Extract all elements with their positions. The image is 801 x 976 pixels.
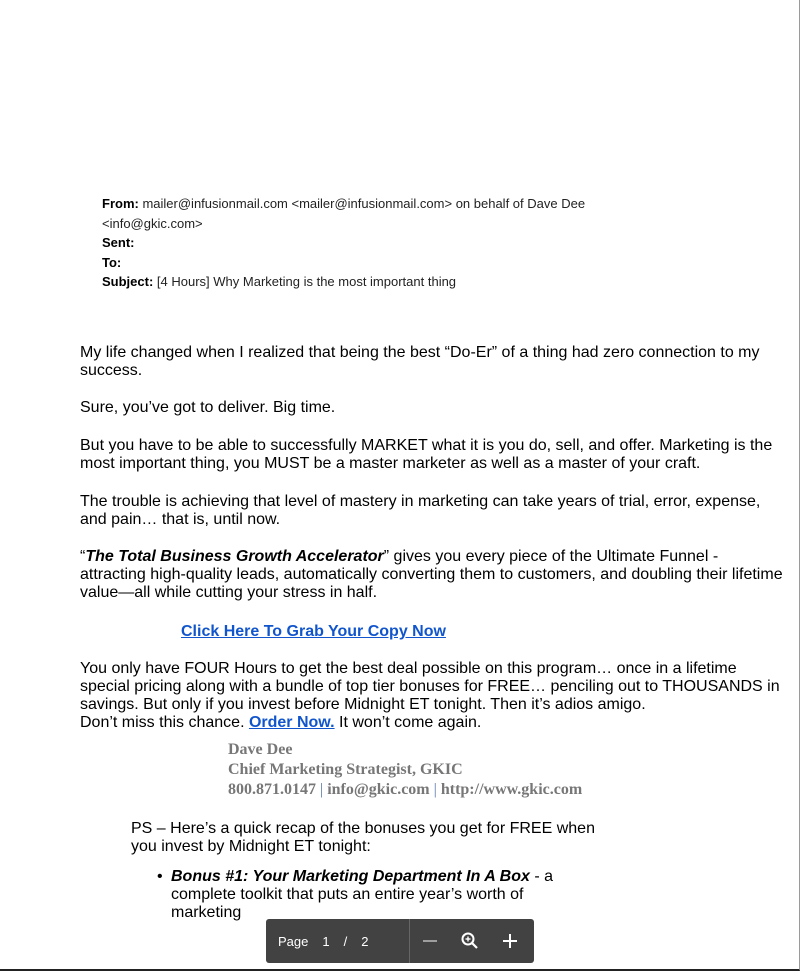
signature-title: Chief Marketing Strategist, GKIC — [228, 761, 463, 778]
cta-link[interactable]: Click Here To Grab Your Copy Now — [181, 623, 446, 640]
paragraph-7-end: It won’t come again. — [334, 714, 482, 731]
paragraph-6 — [80, 660, 785, 732]
bonus-list-item — [157, 868, 597, 922]
zoom-fit-button[interactable] — [450, 919, 490, 963]
signature-name: Dave Dee — [228, 741, 293, 758]
page-indicator — [266, 919, 410, 963]
from-value: mailer@infusionmail.com <mailer@infusionmail.com> on behalf of Dave Dee <info@gkic.com> — [102, 196, 586, 231]
zoom-in-button[interactable] — [490, 919, 530, 963]
signature — [228, 740, 582, 800]
page-slash: / — [343, 933, 348, 949]
sent-label: Sent: — [102, 235, 135, 250]
pdf-toolbar — [266, 919, 534, 963]
order-now-link[interactable]: Order Now. — [248, 714, 335, 731]
bonus-title: Bonus #1: Your Marketing Department In A Box — [171, 868, 530, 885]
subject-label: Subject: — [102, 274, 154, 289]
total-pages: 2 — [361, 933, 369, 949]
zoom-out-button[interactable] — [410, 919, 450, 963]
quote-open: “ — [80, 548, 86, 565]
paragraph-5 — [80, 548, 785, 602]
subject-value: [4 Hours] Why Marketing is the most important thing — [156, 274, 457, 289]
from-label: From: — [102, 196, 139, 211]
paragraph-5-text: ” gives you every piece of the Ultimate Funnel - attracting high-quality leads, automatically converting them to customers, and doubling their lifetime value—all while cutting your stress in half. — [80, 548, 783, 601]
paragraph-7-text: Don’t miss this chance. — [80, 714, 249, 731]
signature-phone: 800.871.0147 — [228, 781, 316, 798]
signature-website: http://www.gkic.com — [440, 781, 583, 798]
separator: | — [433, 781, 437, 798]
product-title: The Total Business Growth Accelerator — [85, 548, 384, 565]
bullet-marker: • — [157, 868, 163, 885]
separator: | — [320, 781, 324, 798]
ps-paragraph: PS – Here’s a quick recap of the bonuses you get for FREE when you invest by Midnight ET tonight: — [131, 820, 595, 855]
current-page-input[interactable]: 1 — [322, 933, 330, 949]
email-header — [102, 194, 622, 292]
minus-icon — [422, 933, 438, 949]
page-label: Page — [278, 933, 309, 949]
bonus-text: - a complete toolkit that puts an entire year’s worth of marketing — [171, 868, 553, 921]
plus-icon — [502, 933, 518, 949]
zoom-icon — [460, 931, 480, 951]
paragraph-2: Sure, you’ve got to deliver. Big time. — [80, 399, 336, 416]
paragraph-6-text: You only have FOUR Hours to get the best deal possible on this program… once in a lifetime special pricing along with a bundle of top tier bonuses for FREE… penciling out to THOUSANDS in savings. But only if you invest before Midnight ET tonight. Then it’s adios amigo. — [80, 660, 780, 713]
paragraph-4: The trouble is achieving that level of mastery in marketing can take years of trial, error, expense, and pain… that is, until now. — [80, 493, 761, 528]
paragraph-1: My life changed when I realized that being the best “Do-Er” of a thing had zero connection to my success. — [80, 344, 760, 379]
signature-email: info@gkic.com — [327, 781, 430, 798]
to-label: To: — [102, 254, 122, 270]
paragraph-3: But you have to be able to successfully MARKET what it is you do, sell, and offer. Marketing is the most important thing, you MUST be a master marketer as well as a master of your craft. — [80, 437, 773, 472]
